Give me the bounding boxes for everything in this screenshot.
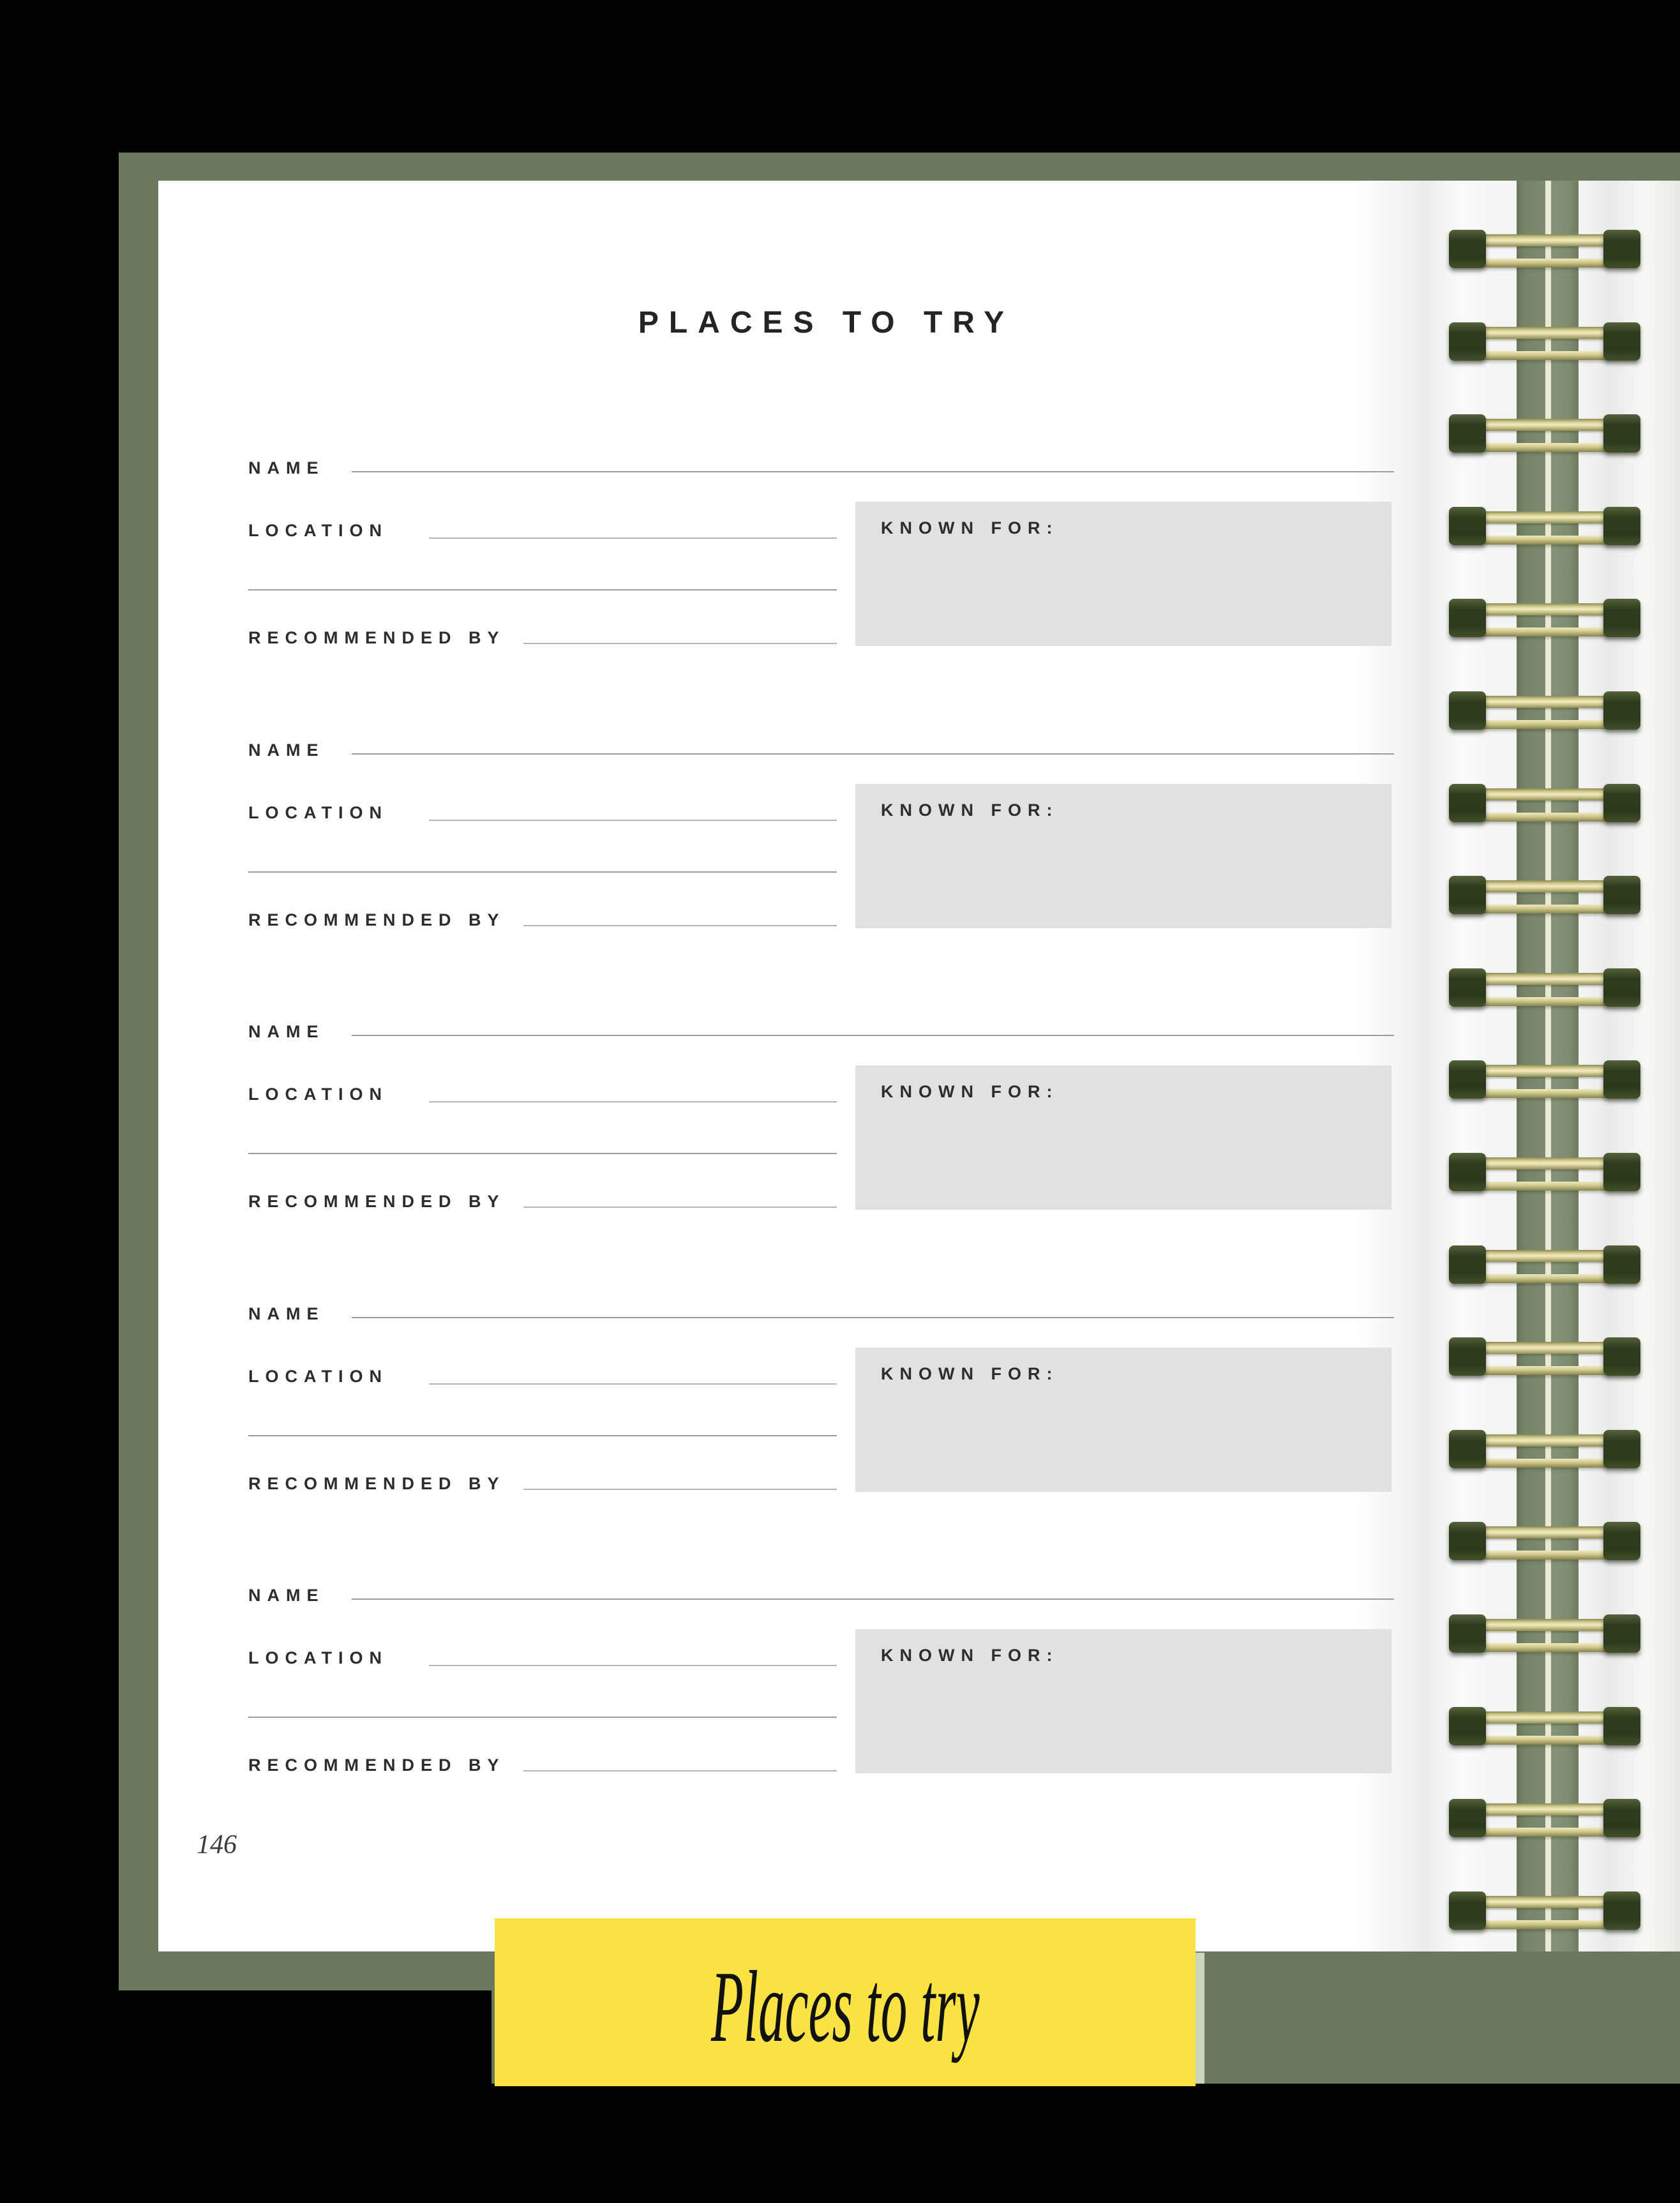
name-writing-line xyxy=(352,1035,1394,1036)
extra-writing-line xyxy=(248,871,837,873)
known-for-box xyxy=(855,1629,1391,1773)
recommended-by-writing-line xyxy=(523,925,837,926)
extra-writing-line xyxy=(248,589,837,590)
page-number: 146 xyxy=(197,1830,237,1860)
recommended-by-writing-line xyxy=(523,643,837,644)
recommended-by-writing-line xyxy=(523,1489,837,1490)
location-label: LOCATION xyxy=(248,1085,388,1104)
location-writing-line xyxy=(429,1101,837,1102)
recommended-by-label: RECOMMENDED BY xyxy=(248,628,506,647)
place-entry-block xyxy=(0,1022,1680,1214)
recommended-by-label: RECOMMENDED BY xyxy=(248,1473,506,1493)
location-label: LOCATION xyxy=(248,1648,388,1667)
recommended-by-writing-line xyxy=(523,1207,837,1208)
known-for-box xyxy=(855,502,1391,646)
place-entry-block xyxy=(0,458,1680,650)
location-writing-line xyxy=(429,820,837,821)
location-label: LOCATION xyxy=(248,1366,388,1386)
recommended-by-label: RECOMMENDED BY xyxy=(248,910,506,929)
page-title: PLACES TO TRY xyxy=(638,306,1015,340)
name-writing-line xyxy=(352,1598,1394,1600)
known-for-label: KNOWN FOR: xyxy=(881,1082,1059,1101)
name-label: NAME xyxy=(248,1022,325,1041)
known-for-label: KNOWN FOR: xyxy=(881,1364,1059,1383)
extra-writing-line xyxy=(248,1153,837,1154)
place-entry-block xyxy=(0,1304,1680,1496)
location-label: LOCATION xyxy=(248,521,388,540)
location-writing-line xyxy=(429,1665,837,1666)
known-for-box xyxy=(855,1348,1391,1492)
name-writing-line xyxy=(352,471,1394,472)
place-entry-block xyxy=(0,1586,1680,1777)
name-label: NAME xyxy=(248,458,325,477)
recommended-by-writing-line xyxy=(523,1770,837,1771)
extra-writing-line xyxy=(248,1717,837,1718)
known-for-label: KNOWN FOR: xyxy=(881,1646,1059,1665)
known-for-box xyxy=(855,1065,1391,1210)
known-for-box xyxy=(855,784,1391,928)
name-label: NAME xyxy=(248,1304,325,1323)
recommended-by-label: RECOMMENDED BY xyxy=(248,1192,506,1211)
name-writing-line xyxy=(352,753,1394,755)
name-label: NAME xyxy=(248,740,325,760)
tab-edge-highlight xyxy=(1196,1953,1204,2084)
known-for-label: KNOWN FOR: xyxy=(881,800,1059,820)
recommended-by-label: RECOMMENDED BY xyxy=(248,1756,506,1775)
place-entry-block xyxy=(0,741,1680,932)
known-for-label: KNOWN FOR: xyxy=(881,518,1059,538)
section-tab xyxy=(495,1918,1196,2086)
location-label: LOCATION xyxy=(248,802,388,822)
location-writing-line xyxy=(429,1383,837,1385)
name-label: NAME xyxy=(248,1586,325,1605)
location-writing-line xyxy=(429,538,837,539)
name-writing-line xyxy=(352,1317,1394,1318)
extra-writing-line xyxy=(248,1435,837,1436)
section-tab-label: Places to try xyxy=(710,1950,980,2063)
